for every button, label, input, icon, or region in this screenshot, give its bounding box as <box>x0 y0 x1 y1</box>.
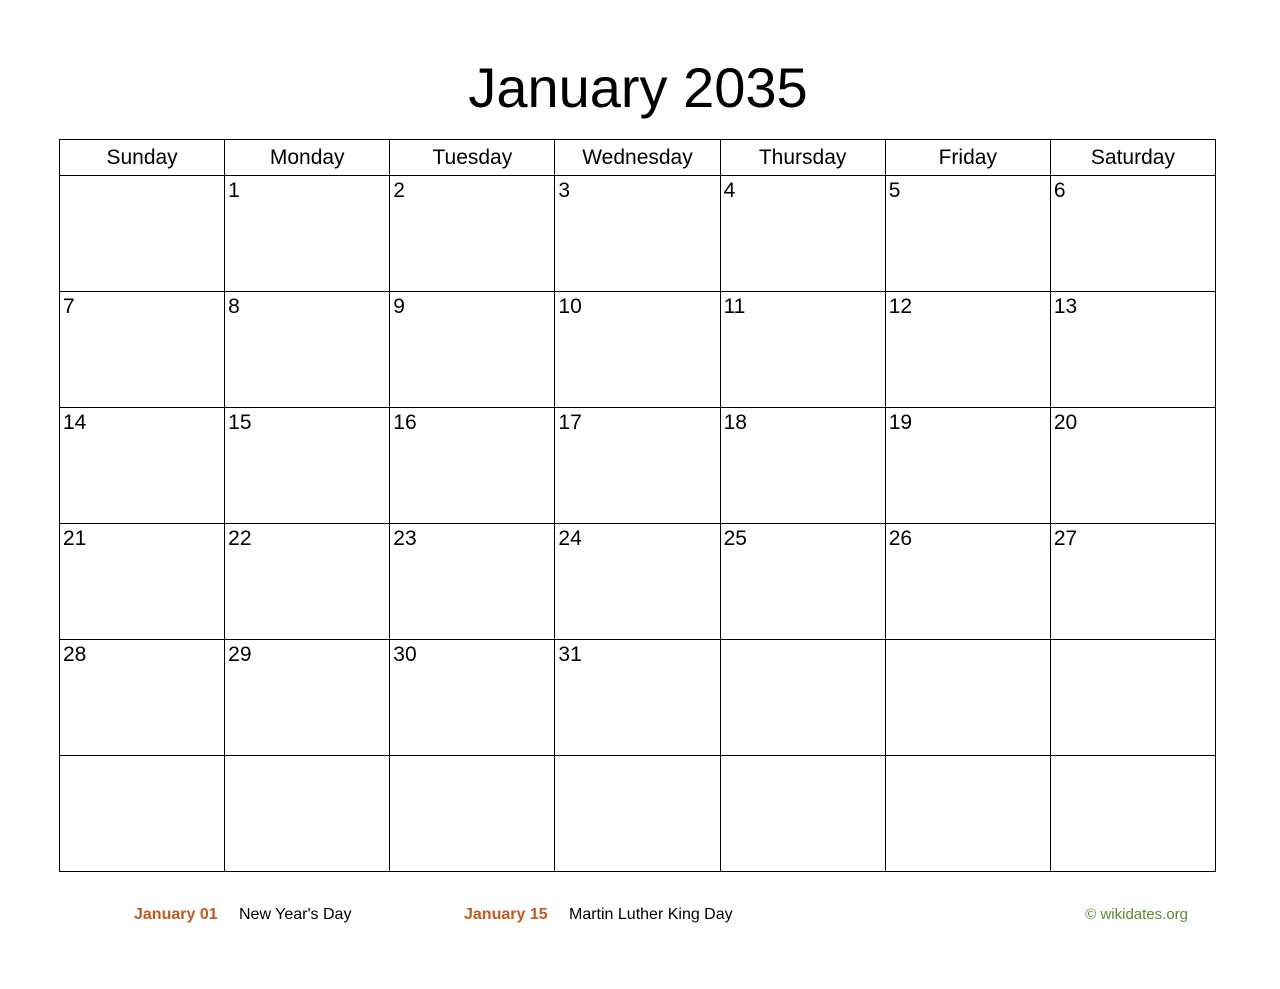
day-number: 4 <box>723 179 736 202</box>
day-number: 9 <box>393 295 405 318</box>
day-number <box>225 756 389 759</box>
day-cell <box>720 524 885 640</box>
day-cell <box>885 176 1050 292</box>
week-row <box>60 640 1216 756</box>
day-number: 19 <box>888 411 913 434</box>
week-row <box>60 756 1216 872</box>
day-number: 27 <box>1053 527 1078 550</box>
day-cell <box>555 408 720 524</box>
day-number: 14 <box>63 411 87 434</box>
weekday-thursday: Thursday <box>720 140 885 176</box>
day-number: 2 <box>393 179 405 202</box>
day-cell <box>225 176 390 292</box>
day-number: 5 <box>888 179 901 202</box>
calendar-grid <box>59 139 1216 872</box>
day-number: 18 <box>723 411 747 434</box>
day-cell <box>60 524 225 640</box>
day-cell <box>1050 640 1215 756</box>
weekday-monday: Monday <box>225 140 390 176</box>
day-number <box>1051 640 1215 643</box>
weekday-header-row <box>60 140 1216 176</box>
day-number: 17 <box>558 411 582 434</box>
day-number <box>1051 756 1215 759</box>
day-number: 10 <box>558 295 582 318</box>
day-number <box>390 756 554 759</box>
day-number: 13 <box>1053 295 1078 318</box>
holiday-name: New Year's Day <box>239 906 352 923</box>
day-number <box>721 640 885 643</box>
day-number: 15 <box>228 411 252 434</box>
day-cell <box>885 408 1050 524</box>
day-cell <box>555 176 720 292</box>
day-cell <box>885 292 1050 408</box>
day-number: 30 <box>393 643 417 666</box>
week-row <box>60 176 1216 292</box>
day-cell <box>225 756 390 872</box>
weekday-wednesday: Wednesday <box>555 140 720 176</box>
day-number: 16 <box>393 411 417 434</box>
day-cell <box>390 756 555 872</box>
day-cell <box>555 292 720 408</box>
day-cell <box>60 292 225 408</box>
day-cell <box>720 756 885 872</box>
day-number: 25 <box>723 527 747 550</box>
day-cell <box>720 640 885 756</box>
weekday-tuesday: Tuesday <box>390 140 555 176</box>
week-row <box>60 292 1216 408</box>
site-credit: © wikidates.org <box>1085 906 1188 923</box>
weekday-sunday: Sunday <box>60 140 225 176</box>
weekday-saturday: Saturday <box>1050 140 1215 176</box>
day-number: 26 <box>888 527 913 550</box>
day-cell <box>390 524 555 640</box>
day-number: 28 <box>63 643 87 666</box>
day-number: 1 <box>228 179 240 202</box>
day-cell <box>390 176 555 292</box>
day-number <box>60 176 224 179</box>
day-cell <box>555 524 720 640</box>
day-number <box>886 640 1050 643</box>
holiday-date: January 01 <box>134 906 218 923</box>
day-cell <box>720 292 885 408</box>
day-cell <box>1050 176 1215 292</box>
day-cell <box>1050 756 1215 872</box>
day-cell <box>1050 292 1215 408</box>
day-number: 22 <box>228 527 252 550</box>
day-cell <box>555 640 720 756</box>
day-cell <box>390 640 555 756</box>
day-number: 29 <box>228 643 252 666</box>
day-cell <box>225 524 390 640</box>
day-cell <box>885 524 1050 640</box>
calendar-title: January 2035 <box>468 56 808 119</box>
day-cell <box>225 292 390 408</box>
day-cell <box>885 640 1050 756</box>
week-row <box>60 408 1216 524</box>
day-number <box>60 756 224 759</box>
holiday-name: Martin Luther King Day <box>569 906 733 923</box>
day-number: 31 <box>558 643 582 666</box>
day-number: 7 <box>63 295 75 318</box>
day-number <box>886 756 1050 759</box>
day-number: 20 <box>1053 411 1078 434</box>
day-number <box>555 756 719 759</box>
day-cell <box>225 408 390 524</box>
day-number: 3 <box>558 179 571 202</box>
day-cell <box>720 176 885 292</box>
day-cell <box>1050 408 1215 524</box>
day-number: 24 <box>558 527 582 550</box>
day-cell <box>1050 524 1215 640</box>
day-cell <box>60 756 225 872</box>
day-number: 8 <box>228 295 240 318</box>
day-cell <box>60 408 225 524</box>
day-cell <box>555 756 720 872</box>
holiday-date: January 15 <box>464 906 548 923</box>
day-number: 23 <box>393 527 417 550</box>
day-number: 21 <box>63 527 87 550</box>
weekday-friday: Friday <box>885 140 1050 176</box>
day-cell <box>390 408 555 524</box>
day-number: 6 <box>1053 179 1066 202</box>
day-cell <box>60 176 225 292</box>
day-number <box>721 756 885 759</box>
day-number: 12 <box>888 295 913 318</box>
day-number: 11 <box>723 295 746 318</box>
day-cell <box>720 408 885 524</box>
day-cell <box>390 292 555 408</box>
day-cell <box>885 756 1050 872</box>
day-cell <box>225 640 390 756</box>
week-row <box>60 524 1216 640</box>
day-cell <box>60 640 225 756</box>
